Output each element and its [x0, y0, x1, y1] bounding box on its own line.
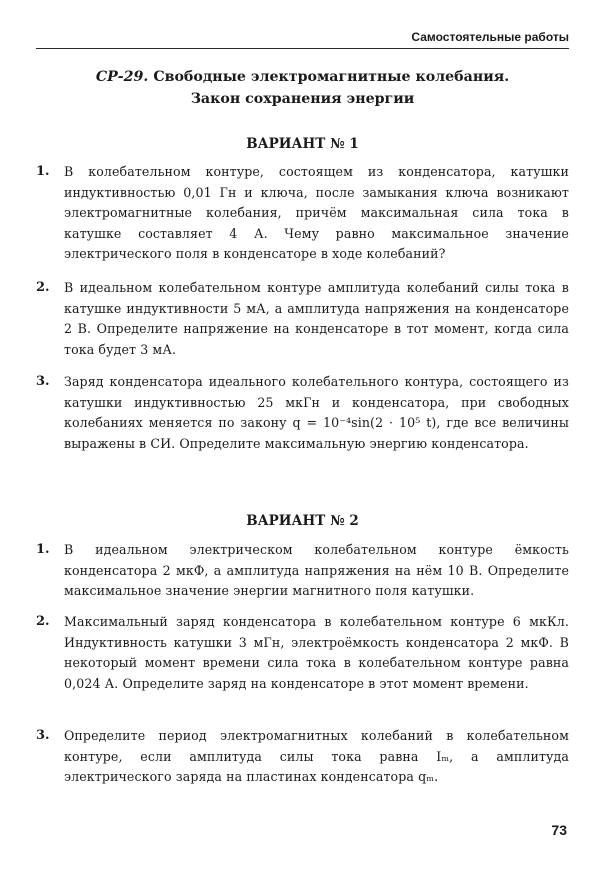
- variant-1-problem-2: [36, 278, 569, 360]
- variant-2-heading: ВАРИАНТ № 2: [246, 513, 359, 529]
- problem-text: В колебательном контуре, состоящем из конденсатора, катушки индуктивностью 0,01 Гн и ключа, после замыкания ключа возникают электромагнитные колебания, причём максимальная сила тока в катушке составляет 4 А. Чему равно максимальное значение электрического поля в конденсаторе в ходе колебаний?: [64, 164, 569, 261]
- variant-1-problem-3: [36, 372, 569, 454]
- problem-number: 2.: [36, 280, 50, 295]
- variant-2-problem-1: [36, 540, 569, 602]
- problem-text: В идеальном электрическом колебательном контуре ёмкость конденсатора 2 мкФ, а амплитуда напряжения на нём 10 В. Определите максимальное значение энергии магнитного поля катушки.: [64, 542, 569, 598]
- problem-number: 3.: [36, 728, 50, 743]
- variant-2-problem-3: [36, 726, 569, 788]
- problem-text: Определите период электромагнитных колебаний в колебательном контуре, если амплитуда силы тока равна Iₘ, а амплитуда электрического заряда на пластинах конденсатора qₘ.: [64, 728, 569, 784]
- variant-1-heading: ВАРИАНТ № 1: [246, 136, 359, 152]
- title-line-2: Закон сохранения энергии: [190, 91, 415, 107]
- title-text-1: Свободные электромагнитные колебания.: [153, 69, 510, 85]
- problem-text: Заряд конденсатора идеального колебательного контура, состоящего из катушки индуктивностью 25 мкГн и конденсатора, при свободных колебаниях меняется по закону q = 10⁻⁴sin(2 · 10⁵ t), где все величины выражены в СИ. Определите максимальную энергию конденсатора.: [64, 374, 569, 451]
- work-code: СР-29.: [95, 69, 149, 85]
- problem-number: 1.: [36, 164, 50, 179]
- variant-2-problem-2: [36, 612, 569, 694]
- problem-text: В идеальном колебательном контуре амплитуда колебаний силы тока в катушке индуктивности 5 мА, а амплитуда напряжения на конденсаторе 2 В. Определите напряжение на конденсаторе в тот момент, когда сила тока будет 3 мА.: [64, 280, 569, 357]
- problem-number: 1.: [36, 542, 50, 557]
- page-number: 73: [551, 822, 567, 838]
- problem-number: 3.: [36, 374, 50, 389]
- running-header: [36, 30, 569, 49]
- problem-text: Максимальный заряд конденсатора в колебательном контуре 6 мкКл. Индуктивность катушки 3 мГн, электроёмкость конденсатора 2 мкФ. В некоторый момент времени сила тока в колебательном контуре равна 0,024 А. Определите заряд на конденсаторе в этот момент времени.: [64, 614, 569, 691]
- page-title: [36, 66, 569, 110]
- variant-1-problem-1: [36, 162, 569, 265]
- section-title: Самостоятельные работы: [411, 30, 569, 44]
- title-line-1: [36, 66, 569, 88]
- problem-number: 2.: [36, 614, 50, 629]
